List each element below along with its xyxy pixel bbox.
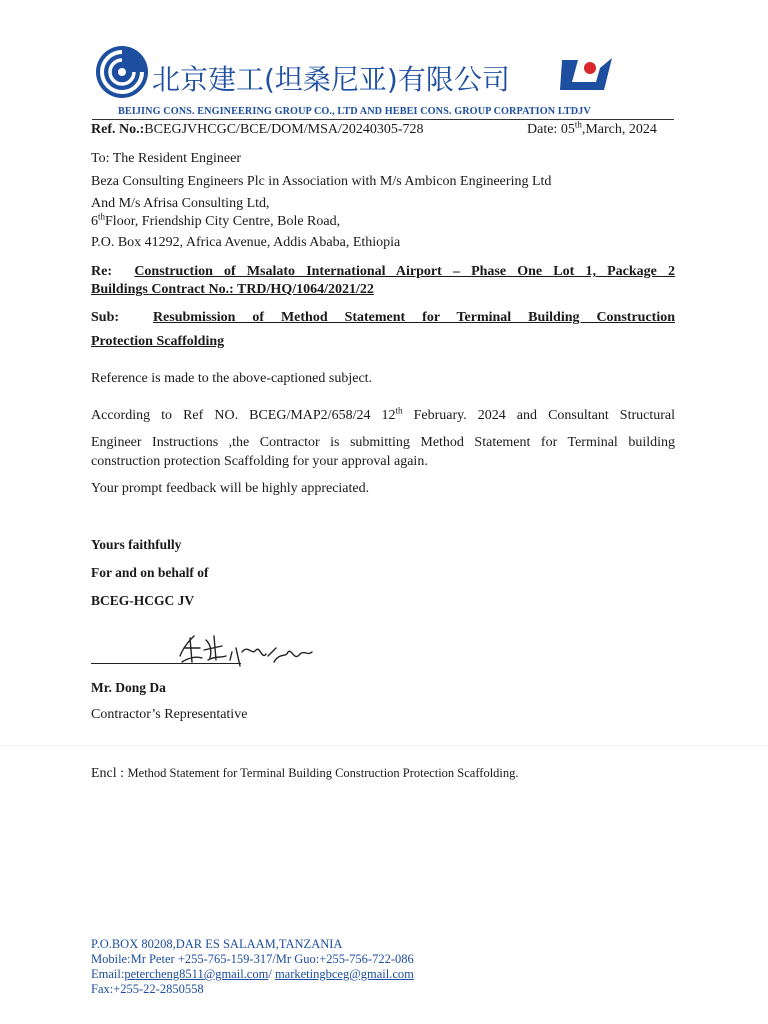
para2-part-b: February. 2024 and Consultant Structural [402, 408, 676, 423]
enclosure-label: Encl : [91, 766, 128, 781]
email-link-2[interactable]: marketingbceg@gmail.com [274, 967, 414, 981]
floor-number: 6th [91, 211, 106, 229]
recipient-line-3: And M/s Afrisa Consulting Ltd, [91, 196, 270, 211]
recipient-line-1: To: The Resident Engineer [91, 151, 242, 166]
company-name-english: BEIJING CONS. ENGINEERING GROUP CO., LTD AND HEBEI CONS. GROUP CORPATION LTDJV [118, 106, 591, 117]
recipient-line-2: Beza Consulting Engineers Plc in Association with M/s Ambicon Engineering Ltd [91, 174, 552, 189]
recipient-line-4 [91, 211, 341, 230]
sub-line-1 [91, 310, 675, 326]
body-paragraph-2-line-3: construction protection Scaffolding for your approval again. [91, 454, 428, 469]
para2-suffix: th [395, 405, 403, 416]
enclosure-text: Method Statement for Terminal Building Construction Protection Scaffolding. [127, 766, 519, 780]
email-link-1[interactable]: petercheng8511@gmail.com [124, 967, 269, 981]
body-paragraph-1: Reference is made to the above-captioned subject. [91, 371, 373, 386]
enclosure-line [91, 766, 519, 782]
reference-value: BCEGJVHCGC/BCE/DOM/MSA/20240305-728 [144, 122, 424, 137]
recipient-line-5: P.O. Box 41292, Africa Avenue, Addis Ababa, Ethiopia [91, 235, 401, 250]
sub-title-continued: Protection Scaffolding [91, 334, 225, 349]
header-divider [92, 119, 674, 120]
reference-label: Ref. No.: [91, 122, 145, 137]
email-label: Email: [91, 967, 125, 981]
footer-email [91, 967, 414, 982]
date-rest: ,March, 2024 [581, 122, 657, 137]
para2-part-a: According to Ref NO. BCEG/MAP2/658/24 12 [91, 408, 396, 423]
closing-company: BCEG-HCGC JV [91, 593, 195, 608]
page-fold-line [0, 745, 768, 746]
sub-line-2 [91, 334, 675, 350]
signature-line [91, 663, 241, 664]
sub-title: Resubmission of Method Statement for Terminal Building Construction [152, 310, 676, 325]
footer-mobile: Mobile:Mr Peter +255-765-159-317/Mr Guo:+255-756-722-086 [91, 952, 414, 966]
re-line-1 [91, 264, 675, 280]
closing-on-behalf: For and on behalf of [91, 565, 209, 580]
email-separator: / [268, 967, 275, 981]
date-label: Date: 05 [527, 122, 575, 137]
signer-title: Contractor’s Representative [91, 707, 248, 722]
contract-number: Buildings Contract No.: TRD/HQ/1064/2021/22 [91, 282, 374, 297]
footer-address: P.O.BOX 80208,DAR ES SALAAM,TANZANIA [91, 937, 343, 951]
company-logo-icon [94, 44, 150, 100]
reference-number [91, 122, 424, 138]
re-line-2 [91, 282, 675, 298]
handwritten-signature-icon [170, 626, 320, 674]
re-label: Re: [91, 264, 112, 279]
closing-salutation: Yours faithfully [91, 537, 182, 552]
company-name-chinese: 北京建工(坦桑尼亚)有限公司 [152, 63, 510, 96]
body-paragraph-2-line-2: Engineer Instructions ,the Contractor is submitting Method Statement for Terminal building [91, 435, 675, 450]
sub-label: Sub: [91, 310, 120, 325]
letter-date [527, 119, 657, 138]
footer-fax: Fax:+255-22-2850558 [91, 982, 204, 996]
body-paragraph-3: Your prompt feedback will be highly appreciated. [91, 481, 370, 496]
recipient-line-4-text: Floor, Friendship City Centre, Bole Road, [105, 214, 341, 229]
date-suffix: th [574, 119, 582, 130]
re-title: Construction of Msalato International Airport – Phase One Lot 1, Package 2 [134, 264, 676, 279]
partner-logo-icon [556, 52, 618, 98]
signer-name: Mr. Dong Da [91, 680, 166, 695]
body-paragraph-2-line-1 [91, 405, 676, 424]
